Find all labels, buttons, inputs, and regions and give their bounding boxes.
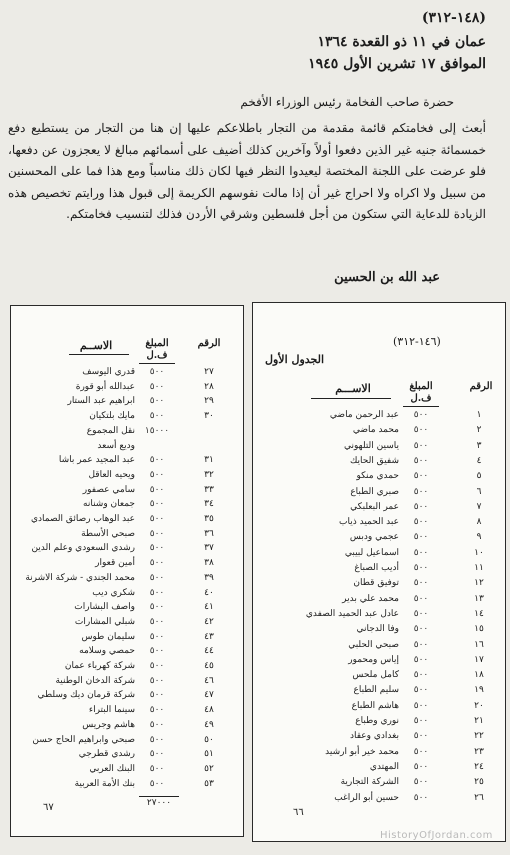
list-row: [11, 776, 243, 792]
row-number: ٥: [476, 471, 482, 482]
row-name: شركة قرمان ديك وسلطي: [37, 690, 135, 701]
list-row: [253, 759, 505, 775]
list-row: [253, 667, 505, 683]
list-row: [11, 570, 243, 586]
row-number: ٣٦: [204, 528, 214, 539]
list-row: [253, 637, 505, 653]
row-name: صبري الطباع: [350, 486, 399, 497]
row-name: حمدي منكو: [356, 471, 399, 482]
list-row: [11, 467, 243, 483]
row-name: جمعان وشنانه: [83, 499, 135, 510]
list-row: [253, 422, 505, 438]
header-amount: المبلغ: [145, 338, 169, 349]
row-amount: ٥٠٠: [413, 639, 429, 650]
list-row: [11, 496, 243, 512]
row-name: محمد خير أبو ارشيد: [325, 746, 399, 757]
list-row: [11, 585, 243, 601]
row-name: عمر البعلبكي: [350, 501, 399, 512]
list-row: [11, 482, 243, 498]
row-name: شركة كهرباء عمان: [64, 661, 135, 671]
list-row: [11, 364, 243, 380]
row-name: قدري اليوسف: [82, 367, 135, 377]
row-name: ويحيه العاقل: [88, 469, 135, 480]
row-number: ٢٠: [474, 700, 484, 711]
letter-reference: (١٤٨-٣١٢): [421, 10, 486, 26]
list-page-left: [10, 305, 244, 837]
row-number: ٤٤: [204, 646, 214, 657]
row-name: اسماعيل لبيبي: [344, 547, 399, 558]
row-number: ٢٢: [474, 731, 484, 742]
list-row: [11, 643, 243, 659]
row-name: صبحي الأسطة: [81, 528, 135, 539]
row-number: ١٩: [474, 685, 484, 696]
row-amount: ٥٠٠: [413, 517, 429, 528]
row-name: محمد ماضي: [352, 425, 399, 436]
row-name: شفيق الحايك: [349, 455, 399, 466]
row-name: حسين أبو الراغب: [334, 792, 399, 803]
list-row: [253, 529, 505, 545]
row-name: واصف البشارات: [74, 602, 135, 613]
page-reference: (١٤٦-٣١٢): [393, 335, 441, 348]
letter-signature: عبد الله بن الحسين: [334, 270, 440, 285]
row-amount: ٥٠٠: [413, 593, 429, 604]
row-amount: ٥٠٠: [413, 425, 429, 436]
row-number: ٢٦: [474, 792, 484, 803]
header-underline: [69, 354, 129, 355]
list-row: [11, 746, 243, 762]
row-amount: ٥٠٠: [413, 700, 429, 711]
row-amount: ٥٠٠: [413, 731, 429, 742]
row-name: حمصي وسلامه: [79, 646, 135, 657]
row-number: ٢٧: [204, 367, 214, 377]
row-number: ٤٩: [204, 719, 214, 730]
row-name: البنك العربي: [89, 763, 135, 774]
row-name: عجمي ودبس: [349, 532, 399, 543]
row-number: ٦: [476, 486, 482, 497]
row-number: ٣٨: [204, 558, 214, 569]
row-amount: ٥٠٠: [413, 685, 429, 696]
row-number: ٣٢: [204, 469, 214, 480]
letter-place-date: عمان في ١١ ذو القعدة ١٣٦٤: [317, 34, 486, 50]
row-number: ١٤: [474, 608, 484, 619]
list-row: [11, 614, 243, 630]
header-amount-unit: ف.ل: [410, 393, 432, 404]
row-amount: ٥٠٠: [413, 410, 429, 420]
header-amount: المبلغ: [409, 381, 433, 392]
list-row: [253, 514, 505, 530]
row-amount: ٥٠٠: [149, 602, 165, 613]
row-number: ٢١: [474, 716, 484, 726]
row-name: صبحي الحلبي: [348, 639, 399, 650]
row-number: ٥١: [204, 749, 214, 760]
row-number: ٣٤: [204, 499, 214, 510]
row-amount: ٥٠٠: [149, 749, 165, 760]
row-name: ابراهيم عبد الستار: [67, 396, 135, 407]
list-row: [11, 629, 243, 645]
row-amount: ٥٠٠: [149, 616, 165, 627]
row-amount: ٥٠٠: [149, 455, 165, 466]
list-row: [253, 728, 505, 744]
row-amount: ٥٠٠: [149, 646, 165, 657]
row-number: ١١: [474, 563, 484, 573]
row-amount: ٥٠٠: [149, 514, 165, 524]
list-row: [11, 511, 243, 527]
row-amount: ٥٠٠: [413, 654, 429, 665]
row-number: ٢: [476, 425, 482, 436]
row-amount: ٥٠٠: [413, 501, 429, 512]
list-row: [11, 379, 243, 395]
row-amount: ٥٠٠: [149, 572, 165, 583]
row-name: سامي عصفور: [82, 484, 135, 495]
row-number: ١٥: [474, 624, 484, 635]
row-amount: ٥٠٠: [149, 543, 165, 554]
list-row: [11, 673, 243, 689]
row-number: ٤٣: [204, 631, 214, 642]
row-amount: ٥٠٠: [149, 734, 165, 745]
row-name: عبد الحميد ذياب: [339, 517, 399, 528]
table-title: الجدول الأول: [265, 353, 325, 366]
row-number: ٤٠: [204, 587, 214, 598]
list-row: [11, 423, 243, 439]
header-number: الرقم: [197, 338, 221, 349]
list-row: [11, 732, 243, 748]
row-amount: ٥٠٠: [149, 675, 165, 686]
row-number: ١٠: [474, 547, 484, 558]
row-number: ٣٣: [204, 484, 214, 495]
row-number: ٣٠: [204, 411, 214, 422]
row-name: سليم الطباع: [353, 685, 399, 696]
row-name: عبد الرحمن ماضي: [329, 410, 399, 420]
row-name: محمد علي بدير: [342, 593, 399, 604]
row-name: وفا الدجاني: [356, 624, 399, 635]
list-row: [11, 408, 243, 424]
row-amount: ٥٠٠: [149, 763, 165, 774]
watermark: HistoryOfJordan.com: [380, 830, 493, 841]
list-row: [11, 687, 243, 703]
total-rule: [139, 796, 179, 797]
row-name: مايك بلتكيان: [89, 411, 135, 422]
row-number: ٨: [476, 517, 482, 528]
row-amount: ٥٠٠: [149, 367, 165, 377]
row-amount: ٥٠٠: [413, 716, 429, 726]
list-row: [253, 606, 505, 622]
list-row: [253, 438, 505, 454]
list-row: [253, 713, 505, 729]
row-number: ٣١: [204, 455, 214, 466]
row-number: ٤٢: [204, 616, 214, 627]
row-amount: ٥٠٠: [149, 411, 165, 422]
row-number: ١٨: [474, 670, 484, 681]
row-amount: ٥٠٠: [413, 792, 429, 803]
row-name: إياس ومحمور: [348, 654, 399, 665]
row-amount: ٥٠٠: [149, 528, 165, 539]
row-number: ١٧: [474, 654, 484, 665]
row-name: كامل ملحس: [352, 670, 399, 681]
list-row: [11, 438, 243, 454]
header-underline: [311, 398, 391, 399]
page-number: ٦٦: [293, 807, 304, 818]
row-amount: ٥٠٠: [413, 761, 429, 772]
row-amount: ٥٠٠: [149, 778, 165, 789]
royal-letter: [0, 0, 510, 300]
row-amount: ٥٠٠: [413, 547, 429, 558]
row-amount: ٥٠٠: [149, 484, 165, 495]
list-row: [253, 790, 505, 806]
row-amount: ٥٠٠: [413, 532, 429, 543]
header-number: الرقم: [469, 381, 493, 392]
row-name: شكري ديب: [92, 587, 135, 598]
row-amount: ٥٠٠: [413, 624, 429, 635]
row-amount: ٥٠٠: [149, 381, 165, 392]
header-name: الاســـم: [335, 382, 371, 395]
total-amount: ٢٧٠٠٠: [146, 798, 172, 808]
row-name: صبحي وابراهيم الحاج حسن: [32, 734, 135, 745]
row-amount: ١٥٠٠٠: [144, 425, 170, 436]
list-row: [253, 744, 505, 760]
row-amount: ٥٠٠: [149, 469, 165, 480]
list-row: [253, 621, 505, 637]
letter-salutation: حضرة صاحب الفخامة رئيس الوزراء الأفخم: [240, 95, 454, 109]
row-name: عبد المجيد عمر باشا: [58, 455, 135, 466]
row-name: هاشم وجريس: [82, 719, 135, 730]
list-row: [253, 484, 505, 500]
row-amount: ٥٠٠: [413, 486, 429, 497]
list-row: [11, 717, 243, 733]
row-name: نوري وطباع: [355, 716, 399, 726]
list-row: [11, 658, 243, 674]
row-amount: ٥٠٠: [149, 661, 165, 671]
row-number: ٥٢: [204, 763, 214, 774]
row-number: ٤١: [204, 602, 214, 613]
row-number: ١٢: [474, 578, 484, 589]
row-amount: ٥٠٠: [413, 578, 429, 589]
row-number: ٢٤: [474, 761, 484, 772]
row-number: ٤٨: [204, 705, 214, 716]
row-number: ١٣: [474, 593, 484, 604]
row-name: هاشم الطباع: [351, 700, 399, 711]
list-row: [253, 682, 505, 698]
row-amount: ٥٠٠: [413, 455, 429, 466]
row-amount: ٥٠٠: [413, 471, 429, 482]
letter-gregorian-date: الموافق ١٧ تشرين الأول ١٩٤٥: [308, 56, 486, 72]
row-name: عادل عبد الحميد الصفدي: [305, 608, 399, 619]
row-number: ٢٥: [474, 777, 484, 788]
row-number: ١٦: [474, 639, 484, 650]
list-row: [253, 407, 505, 423]
row-name: أمين قعوار: [95, 558, 135, 569]
row-name: عبدالله أبو قورة: [75, 381, 135, 392]
row-name: شبلي المشارات: [74, 616, 135, 627]
row-number: ٥٣: [204, 778, 214, 789]
list-row: [253, 652, 505, 668]
row-number: ٤: [476, 455, 482, 466]
row-amount: ٥٠٠: [413, 608, 429, 619]
row-name: رشدي قطرجي: [78, 749, 135, 760]
row-number: ٥٠: [204, 734, 214, 745]
list-row: [253, 468, 505, 484]
row-name: الشركة التجارية: [340, 777, 399, 788]
row-name: المهتدي: [369, 761, 399, 772]
row-amount: ٥٠٠: [149, 690, 165, 701]
list-row: [11, 540, 243, 556]
row-number: ٣٧: [204, 543, 214, 554]
row-amount: ٥٠٠: [149, 558, 165, 569]
list-row: [253, 560, 505, 576]
row-number: ١: [476, 410, 482, 420]
row-number: ٤٧: [204, 690, 214, 701]
row-amount: ٥٠٠: [413, 777, 429, 788]
page-number: ٦٧: [43, 802, 54, 813]
list-row: [253, 698, 505, 714]
header-name: الاســم: [79, 339, 113, 352]
row-amount: ٥٠٠: [149, 587, 165, 598]
header-amount-unit: ف.ل: [146, 350, 168, 361]
list-row: [11, 702, 243, 718]
list-row: [253, 591, 505, 607]
row-number: ٤٦: [204, 675, 214, 686]
row-number: ٣٩: [204, 572, 214, 583]
list-row: [253, 545, 505, 561]
row-number: ٢٣: [474, 746, 484, 757]
list-row: [253, 499, 505, 515]
list-row: [11, 599, 243, 615]
row-name: وديع أسعد: [97, 440, 135, 451]
row-number: ٢٨: [204, 381, 214, 392]
list-row: [11, 526, 243, 542]
row-number: ٧: [476, 501, 482, 512]
row-amount: ٥٠٠: [413, 440, 429, 451]
row-amount: ٥٠٠: [413, 670, 429, 681]
row-number: ٣: [476, 440, 482, 451]
list-row: [253, 774, 505, 790]
row-amount: ٥٠٠: [149, 499, 165, 510]
row-number: ٤٥: [204, 661, 214, 671]
row-number: ٩: [476, 532, 482, 543]
list-row: [11, 555, 243, 571]
row-name: شركة الدخان الوطنية: [55, 675, 135, 686]
row-amount: ٥٠٠: [149, 719, 165, 730]
row-name: ياسين التلهوني: [344, 440, 399, 451]
row-name: نقل المجموع: [86, 425, 135, 436]
row-amount: ٥٠٠: [413, 563, 429, 573]
row-name: أديب الصباغ: [354, 563, 399, 573]
row-name: سليمان طوس: [81, 631, 135, 642]
list-page-right: [252, 302, 506, 842]
row-name: سينما البتراء: [88, 705, 135, 716]
row-name: توفيق قطان: [353, 578, 399, 589]
list-row: [11, 761, 243, 777]
row-number: ٢٩: [204, 396, 214, 407]
row-amount: ٥٠٠: [413, 746, 429, 757]
list-row: [253, 453, 505, 469]
row-amount: ٥٠٠: [149, 705, 165, 716]
list-row: [11, 452, 243, 468]
letter-body: أبعث إلى فخامتكم قائمة مقدمة من التجار باطلاعكم عليها إن هنا من التجار من يستطيع دفع خمسمائة جنيه غير الذين دفعوا أولاً وآخرين كذلك أضيف على أسمائهم مبالغ لا يعجزون عن دفعها، فلو عرضت على اللجنة المختصة ليعيدوا النظر فيها لكان ذلك مناسباً ومع هذا فما على المحسنين من سبيل ولا اكراه ولا احراج غير أن إذا مالت نفوسهم الكريمة إلى قبول هذا ورايتم تخصيص هذه الزيادة للدعاية التي ستكون من أجل فلسطين وشرقي الأردن فذلك لتنسيب فخامتكم.: [8, 121, 486, 221]
row-amount: ٥٠٠: [149, 396, 165, 407]
list-row: [253, 575, 505, 591]
row-name: عبد الوهاب رصائق الصمادي: [30, 514, 135, 524]
row-number: ٣٥: [204, 514, 214, 524]
list-row: [11, 393, 243, 409]
row-name: محمد الجندي - شركة الاشرنة: [25, 572, 135, 583]
row-name: بنك الأمة العربية: [74, 778, 135, 789]
row-name: بغدادي وعقاد: [349, 731, 399, 742]
row-amount: ٥٠٠: [149, 631, 165, 642]
row-name: رشدي السعودي وعلم الدين: [31, 543, 135, 554]
